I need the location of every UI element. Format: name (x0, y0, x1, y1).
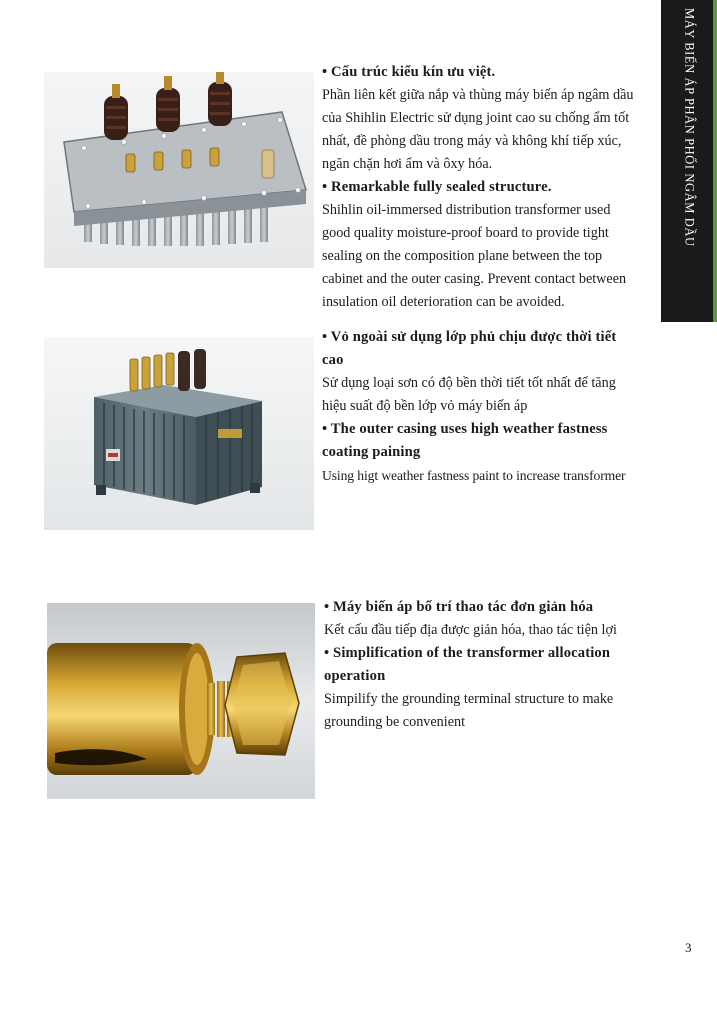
section-2-heading-vn-line: cao (322, 352, 344, 368)
section-1-heading-en: • Remarkable fully sealed structure. (322, 179, 552, 195)
transformer-casing-icon (44, 337, 314, 530)
section-3-text (324, 596, 646, 734)
side-tab (661, 0, 717, 322)
section-3-body-en-line: Simpilify the grounding terminal structure to make (324, 691, 614, 707)
section-1-body-vn-line: nhất, đề phòng dầu trong máy và không khí tiếp xúc, (322, 133, 622, 149)
section-2-heading-vn-line: • Vỏ ngoài sử dụng lớp phủ chịu được thời tiết (322, 329, 617, 345)
section-1-heading-vn: • Cấu trúc kiểu kín ưu việt. (322, 64, 496, 80)
section-1-body-en-line: insulation oil deterioration can be avoided. (322, 294, 565, 310)
section-1-body-en-line: cabinet and the outer casing. Prevent contact between (322, 271, 627, 287)
section-1-body-vn-line: của Shihlin Electric sử dụng joint cao su chống ẩm tốt (322, 110, 630, 126)
section-1-body-en-line: sealing on the composition plane between the top (322, 248, 603, 264)
section-2-heading-en-line: coating paining (322, 444, 421, 460)
grounding-bolt-icon (47, 603, 315, 799)
section-3-body-vn-line: Kết cấu đầu tiếp địa được giản hóa, thao tác tiện lợi (324, 622, 617, 638)
section-2-body-vn-line: hiệu suất độ bền lớp vỏ máy biến áp (322, 398, 528, 414)
section-1-body-en-line: good quality moisture-proof board to provide tight (322, 225, 609, 241)
section-3-image (47, 603, 315, 799)
sealed-transformer-top-icon (44, 72, 314, 268)
section-2-heading-en-line: • The outer casing uses high weather fastness (322, 421, 608, 437)
section-2-image (44, 337, 314, 530)
section-2-body-en-line: Using higt weather fastness paint to increase transformer (322, 468, 626, 483)
section-1-text (322, 61, 644, 314)
section-2-body-vn-line: Sử dụng loại sơn có độ bền thời tiết tốt nhất để tăng (322, 375, 616, 391)
section-3-heading-en-line: operation (324, 668, 386, 684)
side-tab-title: MÁY BIẾN ÁP PHÂN PHỐI NGÂM DẦU (682, 8, 697, 247)
section-1-body-vn-line: ngăn chặn hơi ẩm và ôxy hóa. (322, 156, 493, 172)
section-3-heading-en-line: • Simplification of the transformer allocation (324, 645, 611, 661)
section-1-image (44, 72, 314, 268)
section-2-text (322, 326, 644, 487)
section-3-body-en-line: grounding be convenient (324, 714, 466, 730)
section-1-body-en-line: Shihlin oil-immersed distribution transformer used (322, 202, 611, 218)
section-1-body-vn-line: Phần liên kết giữa nắp và thùng máy biến áp ngâm dầu (322, 87, 634, 103)
section-3-heading-vn: • Máy biến áp bố trí thao tác đơn giản hóa (324, 599, 594, 615)
page-number: 3 (685, 940, 692, 955)
